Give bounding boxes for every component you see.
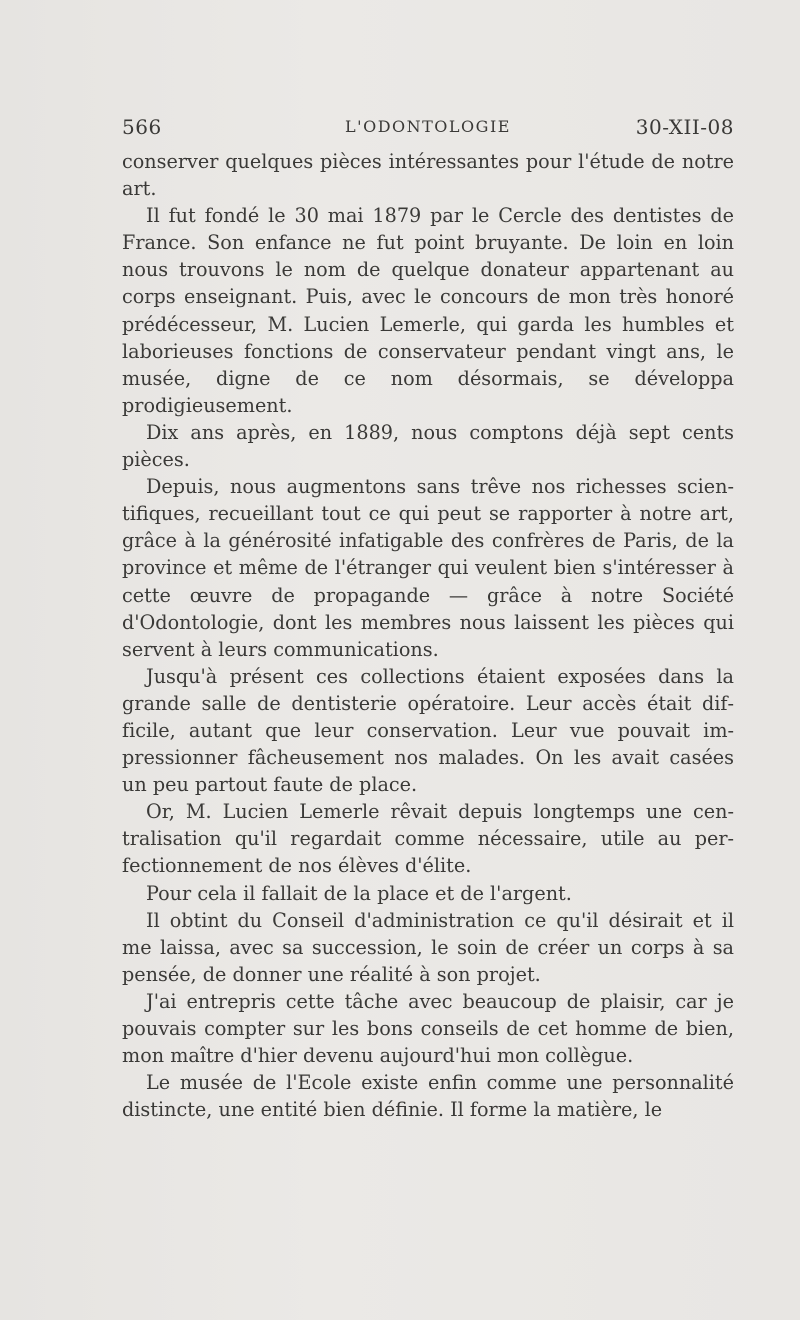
paragraph: Or, M. Lucien Lemerle rêvait depuis longtemps une centralisation qu'il regardait comme nécessaire, utile au perfectionnement de nos élèves d'élite. xyxy=(122,800,734,878)
running-title: L'ODONTOLOGIE xyxy=(345,117,511,136)
paragraph: Dix ans après, en 1889, nous comptons déjà sept cents pièces. xyxy=(122,420,734,472)
page-number: 566 xyxy=(122,115,162,139)
paragraph: Il fut fondé le 30 mai 1879 par le Cercle des dentistes de France. Son enfance ne fut point bruyante. De loin en loin nous trouvons le nom de quelque donateur appartenant au corps enseignant. Puis, avec le concours de mon très honoré prédécesseur, M. Lucien Lemerle, qui garda les humbles et laborieuses fonctions de conservateur pendant vingt ans, le musée, digne de ce nom désormais, se développa prodigieusement. xyxy=(122,204,734,417)
paragraph: J'ai entrepris cette tâche avec beaucoup de plaisir, car je pouvais compter sur les bons conseils de cet homme de bien, mon maître d'hier devenu aujourd'hui mon collègue. xyxy=(122,989,734,1068)
paragraph: Depuis, nous augmentons sans trêve nos richesses scientifiques, recueillant tout ce qui peut se rapporter à notre art, grâce à la générosité infatigable des confrères de Paris, de la province et même de l'étranger qui veulent bien s'intéresser à cette œuvre de propagande — grâce à notre Société d'Odontologie, dont les membres nous laissent les pièces qui servent à leurs communications. xyxy=(122,475,734,661)
page-header xyxy=(122,115,734,145)
body-text xyxy=(122,148,734,1123)
paragraph: Le musée de l'Ecole existe enfin comme une personnalité distincte, une entité bien définie. Il forme la matière, le xyxy=(122,1071,734,1122)
paragraph: Jusqu'à présent ces collections étaient exposées dans la grande salle de dentisterie opératoire. Leur accès était difficile, autant que leur conservation. Leur vue pouvait impressionner fâcheusement nos malades. On les avait casées un peu partout faute de place. xyxy=(122,664,734,797)
paragraph: conserver quelques pièces intéressantes pour l'étude de notre art. xyxy=(122,150,734,201)
issue-date: 30-XII-08 xyxy=(635,115,734,139)
paragraph: Pour cela il fallait de la place et de l'argent. xyxy=(146,881,572,905)
paragraph: Il obtint du Conseil d'administration ce qu'il désirait et il me laissa, avec sa succession, le soin de créer un corps à sa pensée, de donner une réalité à son projet. xyxy=(122,908,734,986)
